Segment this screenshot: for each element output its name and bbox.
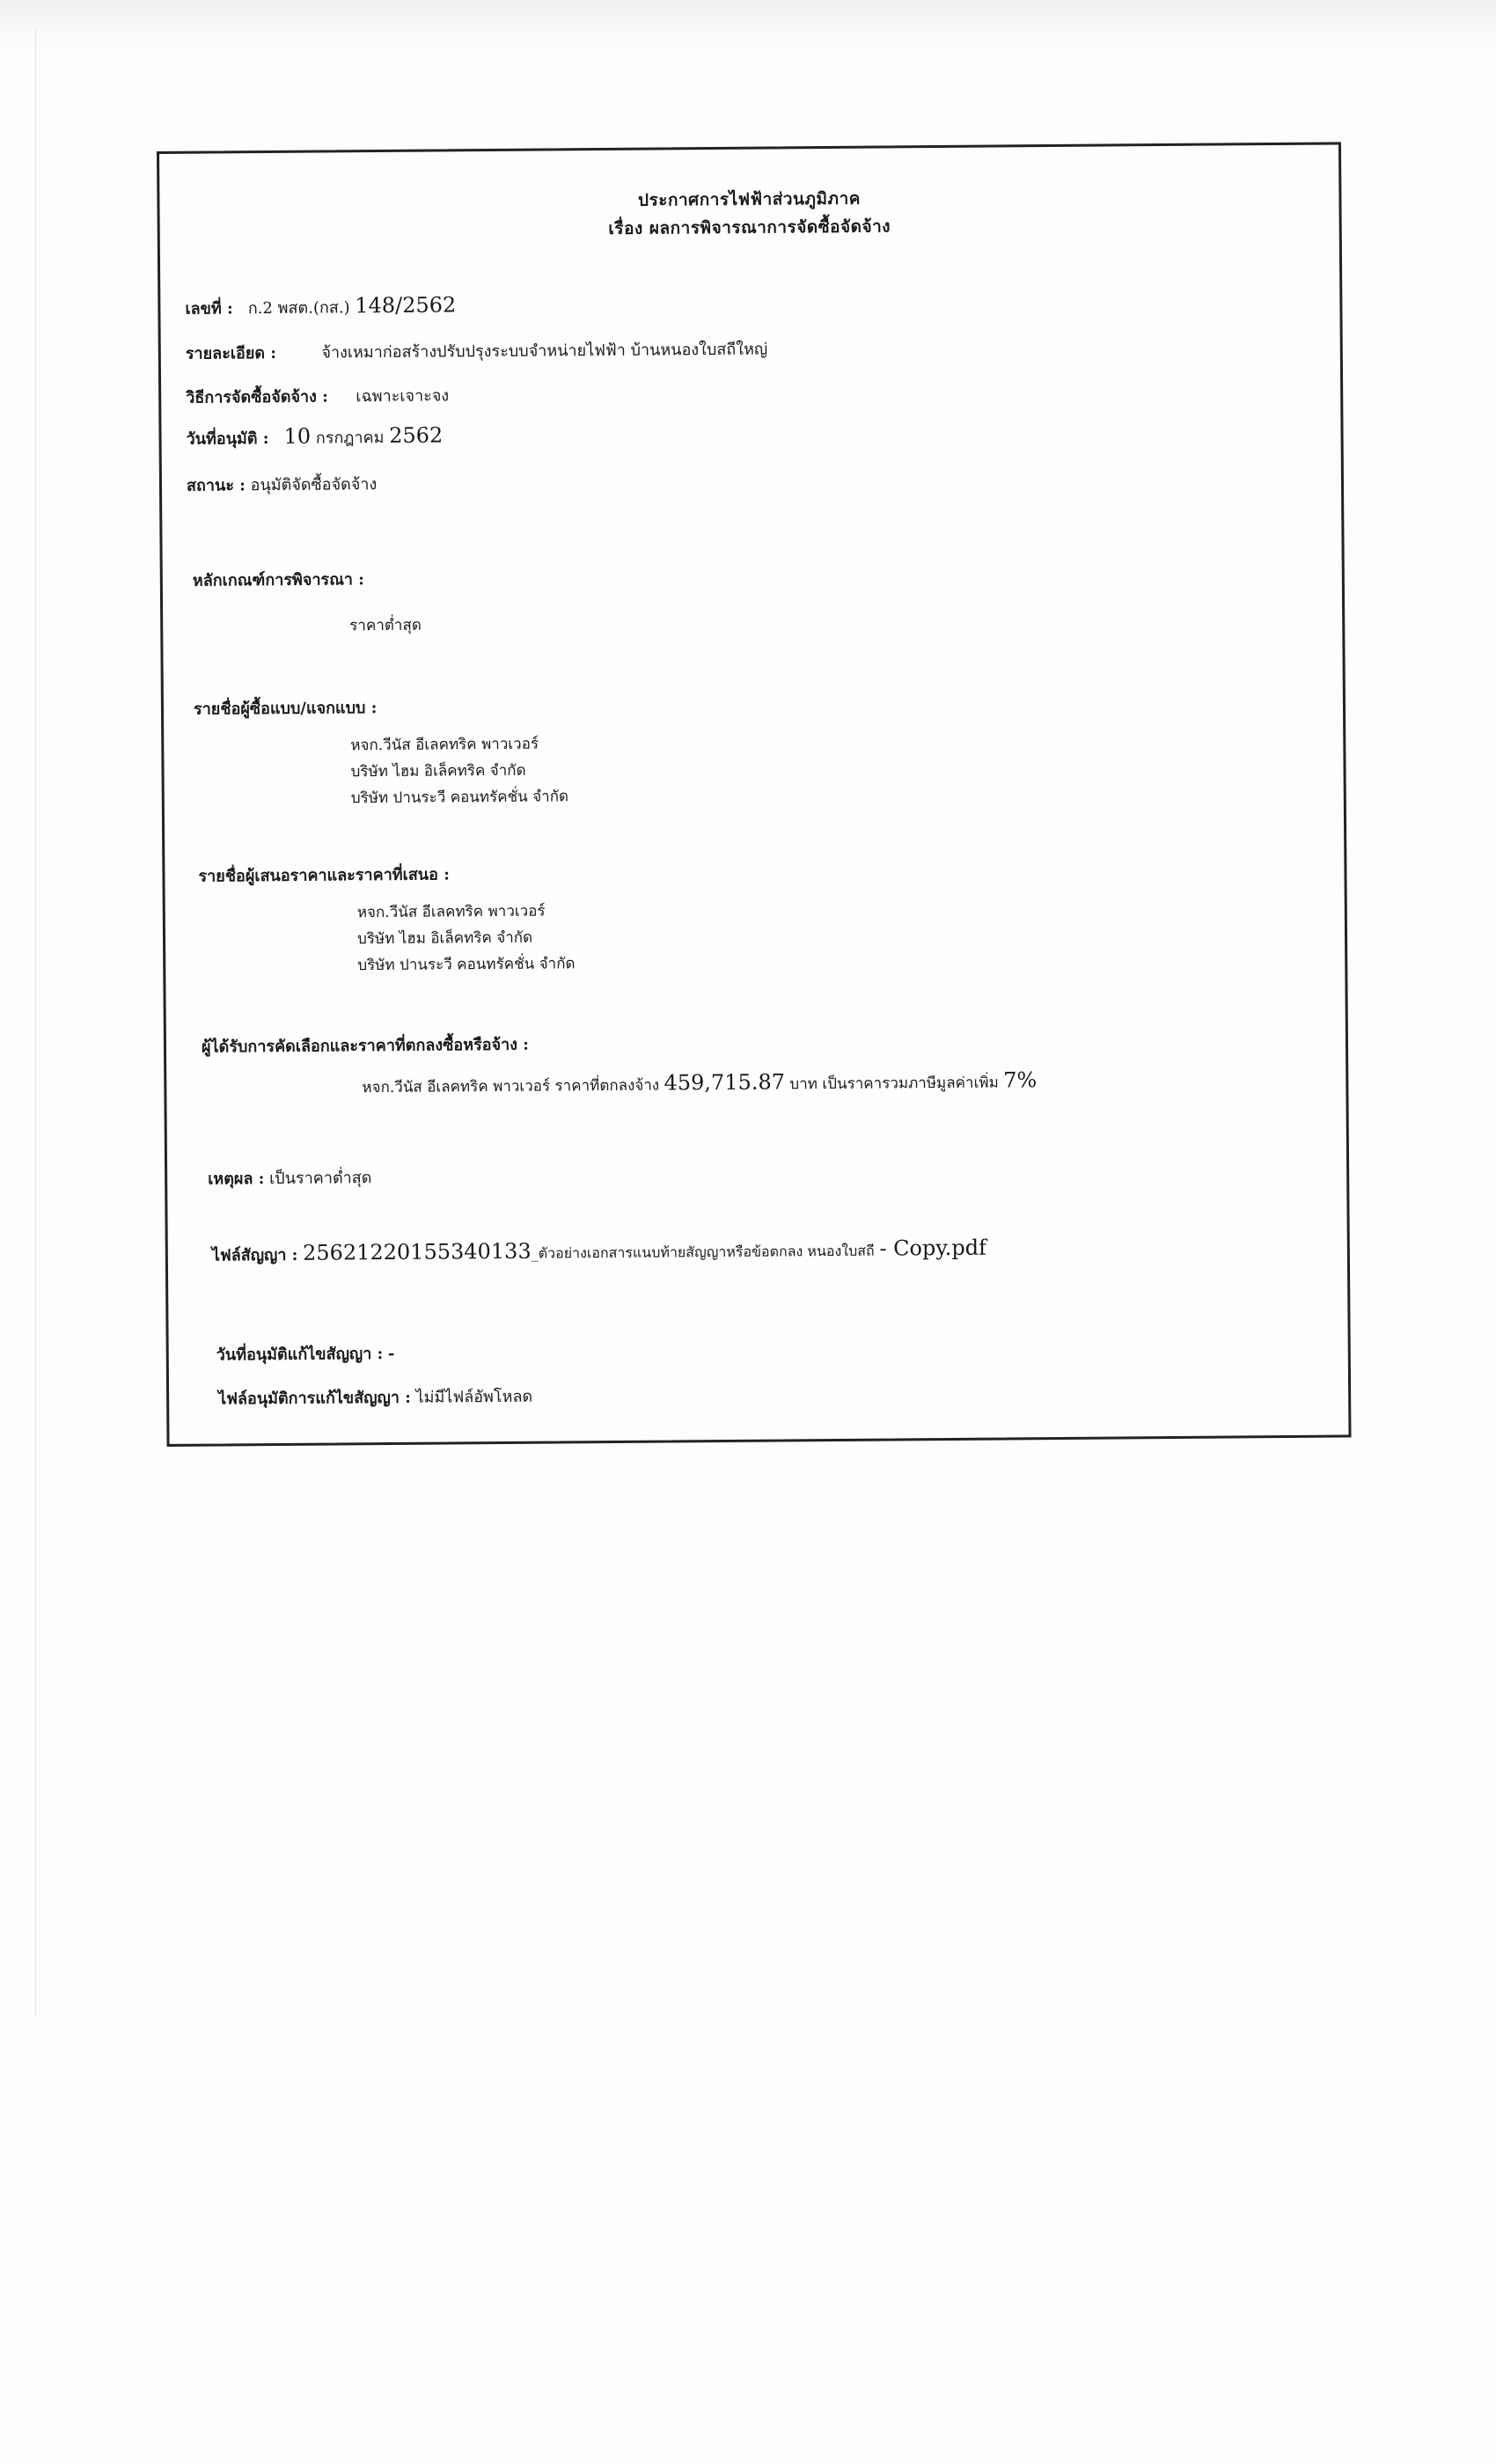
detail-label: รายละเอียด : — [185, 343, 277, 363]
bidders-label: รายชื่อผู้เสนอราคาและราคาที่เสนอ : — [198, 865, 450, 886]
winner-name: หจก.วีนัส อีเลคทริค พาวเวอร์ — [362, 1077, 551, 1097]
reason-row — [208, 1164, 371, 1191]
contract-label: ไฟล์สัญญา : — [211, 1245, 298, 1265]
approve-date-label: วันที่อนุมัติ : — [186, 429, 269, 449]
amend-file-label: ไฟล์อนุมัติการแก้ไขสัญญา : — [218, 1388, 411, 1409]
buyer-item: หจก.วีนัส อีเลคทริค พาวเวอร์ — [350, 735, 539, 755]
status-label: สถานะ : — [186, 476, 246, 495]
announcement-frame — [157, 142, 1352, 1447]
header-line1: ประกาศการไฟฟ้าส่วนภูมิภาค — [637, 188, 861, 210]
winner-label: ผู้ได้รับการคัดเลือกและราคาที่ตกลงซื้อหรือจ้าง : — [201, 1035, 529, 1057]
contract-file-number: 25621220155340133 — [302, 1238, 532, 1265]
contract-file-ext: - Copy.pdf — [879, 1235, 987, 1261]
buyer-item: บริษัท ไฮม อิเล็คทริค จำกัด — [350, 761, 526, 781]
criteria-label: หลักเกณฑ์การพิจารณา : — [192, 570, 364, 590]
bidder-item: หจก.วีนัส อีเลคทริค พาวเวอร์ — [356, 902, 546, 922]
winner-price-suffix: บาท เป็นราคารวมภาษีมูลค่าเพิ่ม — [789, 1074, 999, 1094]
detail-value: จ้างเหมาก่อสร้างปรับปรุงระบบจำหน่ายไฟฟ้า บ้านหนองใบสถีใหญ่ — [321, 340, 768, 363]
method-row — [186, 382, 449, 409]
approve-date-row — [186, 422, 443, 451]
amend-date-value: - — [387, 1344, 395, 1363]
number-value: 148/2562 — [355, 292, 457, 319]
approve-year: 2562 — [389, 422, 444, 448]
criteria-value: ราคาต่ำสุด — [349, 616, 422, 635]
amend-date-row — [216, 1340, 395, 1368]
approve-day: 10 — [283, 423, 312, 449]
status-value: อนุมัติจัดซื้อจัดจ้าง — [250, 475, 378, 495]
buyers-label: รายชื่อผู้ซื้อแบบ/แจกแบบ : — [193, 699, 378, 719]
winner-price: 459,715.87 — [664, 1069, 786, 1096]
amend-file-row — [218, 1383, 532, 1412]
buyer-item: บริษัท ปานระวี คอนทรัคชั่น จำกัด — [350, 788, 569, 808]
status-row — [187, 471, 377, 498]
header-line2: เรื่อง ผลการพิจารณาการจัดซื้อจัดจ้าง — [608, 216, 891, 238]
detail-row — [186, 336, 768, 366]
winner-line — [362, 1067, 1037, 1099]
method-label: วิธีการจัดซื้อจัดจ้าง : — [186, 387, 328, 407]
scan-artifact-line — [35, 26, 36, 2015]
number-row — [185, 292, 456, 320]
approve-month: กรกฎาคม — [315, 428, 385, 448]
method-value: เฉพาะเจาะจง — [356, 386, 450, 407]
amend-date-label: วันที่อนุมัติแก้ไขสัญญา : — [216, 1345, 384, 1365]
winner-price-prefix: ราคาที่ตกลงจ้าง — [554, 1076, 660, 1096]
winner-vat: 7% — [1003, 1067, 1038, 1093]
contract-row — [212, 1236, 986, 1268]
reason-label: เหตุผล : — [208, 1170, 265, 1189]
amend-file-value: ไม่มีไฟล์อัพโหลด — [415, 1387, 533, 1407]
number-label: เลขที่ : — [185, 299, 233, 319]
reason-value: เป็นราคาต่ำสุด — [269, 1169, 372, 1189]
number-prefix: ก.2 พสต.(กส.) — [247, 298, 350, 319]
bidder-item: บริษัท ปานระวี คอนทรัคชั่น จำกัด — [357, 955, 576, 975]
bidder-item: บริษัท ไฮม อิเล็คทริค จำกัด — [356, 928, 533, 949]
contract-file-text: _ตัวอย่างเอกสารแนบท้ายสัญญาหรือข้อตกลง หนองใบสถี — [531, 1242, 875, 1262]
